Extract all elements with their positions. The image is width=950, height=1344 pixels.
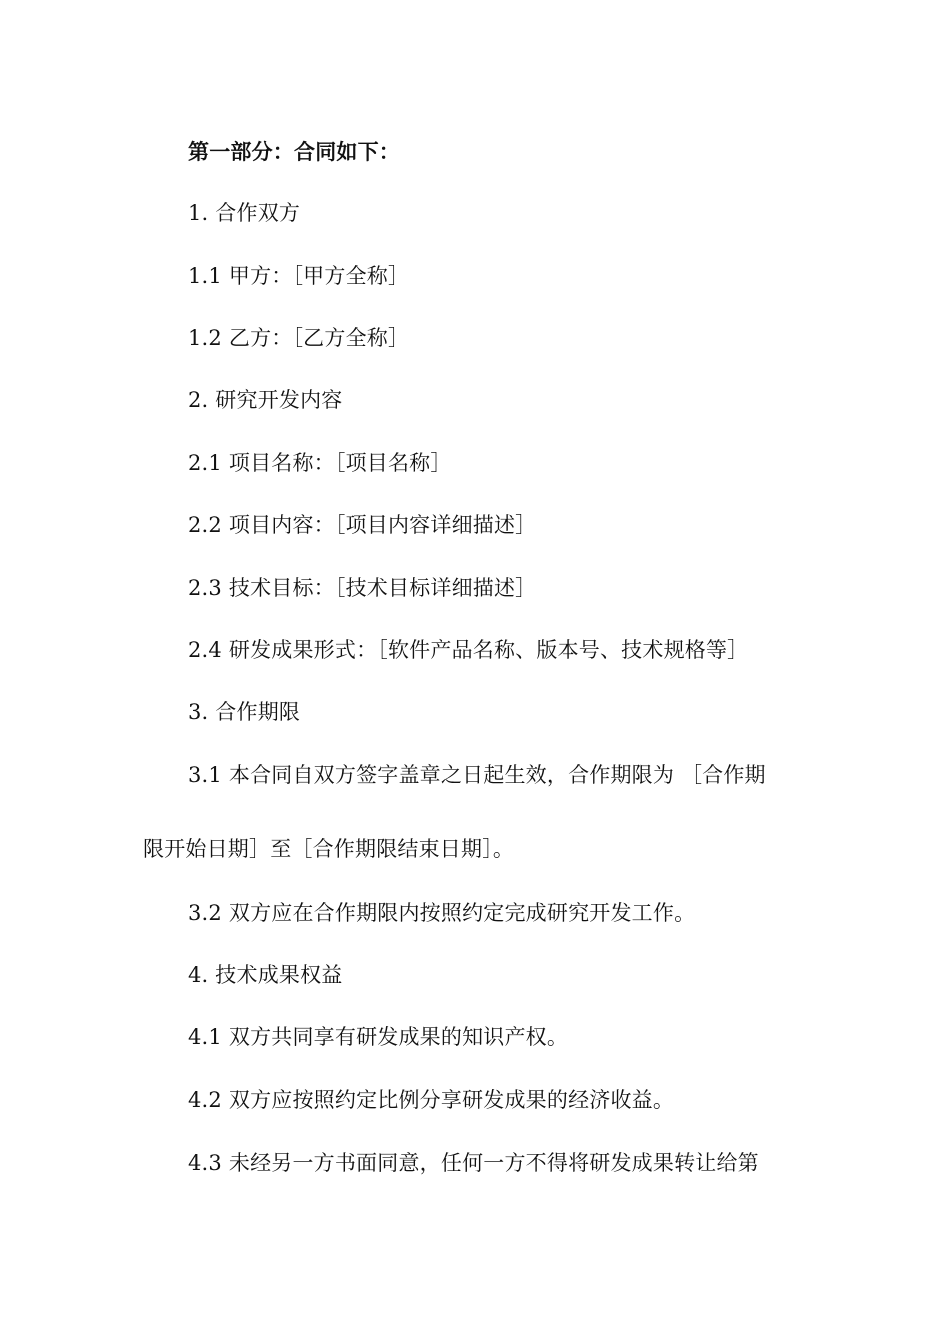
clause-2-2: 2.2 项目内容：［项目内容详细描述］ — [188, 513, 537, 537]
clause-4-title: 4. 技术成果权益 — [188, 963, 343, 987]
section-heading: 第一部分：合同如下： — [188, 140, 400, 164]
clause-4-2: 4.2 双方应按照约定比例分享研发成果的经济收益。 — [188, 1088, 675, 1112]
clause-3-1-line-2: 限开始日期］至［合作期限结束日期］。 — [143, 837, 515, 861]
clause-1-2: 1.2 乙方：［乙方全称］ — [188, 326, 410, 350]
clause-3-1-line-1: 3.1 本合同自双方签字盖章之日起生效，合作期限为 ［合作期 — [188, 763, 766, 787]
clause-1-title: 1. 合作双方 — [188, 201, 301, 225]
clause-4-1: 4.1 双方共同享有研发成果的知识产权。 — [188, 1025, 569, 1049]
clause-2-4: 2.4 研发成果形式：［软件产品名称、版本号、技术规格等］ — [188, 638, 749, 662]
clause-3-2: 3.2 双方应在合作期限内按照约定完成研究开发工作。 — [188, 901, 696, 925]
clause-4-3-line-1: 4.3 未经另一方书面同意，任何一方不得将研发成果转让给第 — [188, 1151, 759, 1175]
clause-2-title: 2. 研究开发内容 — [188, 388, 343, 412]
clause-2-1: 2.1 项目名称：［项目名称］ — [188, 451, 452, 475]
clause-2-3: 2.3 技术目标：［技术目标详细描述］ — [188, 576, 537, 600]
clause-3-title: 3. 合作期限 — [188, 700, 301, 724]
clause-1-1: 1.1 甲方：［甲方全称］ — [188, 264, 410, 288]
